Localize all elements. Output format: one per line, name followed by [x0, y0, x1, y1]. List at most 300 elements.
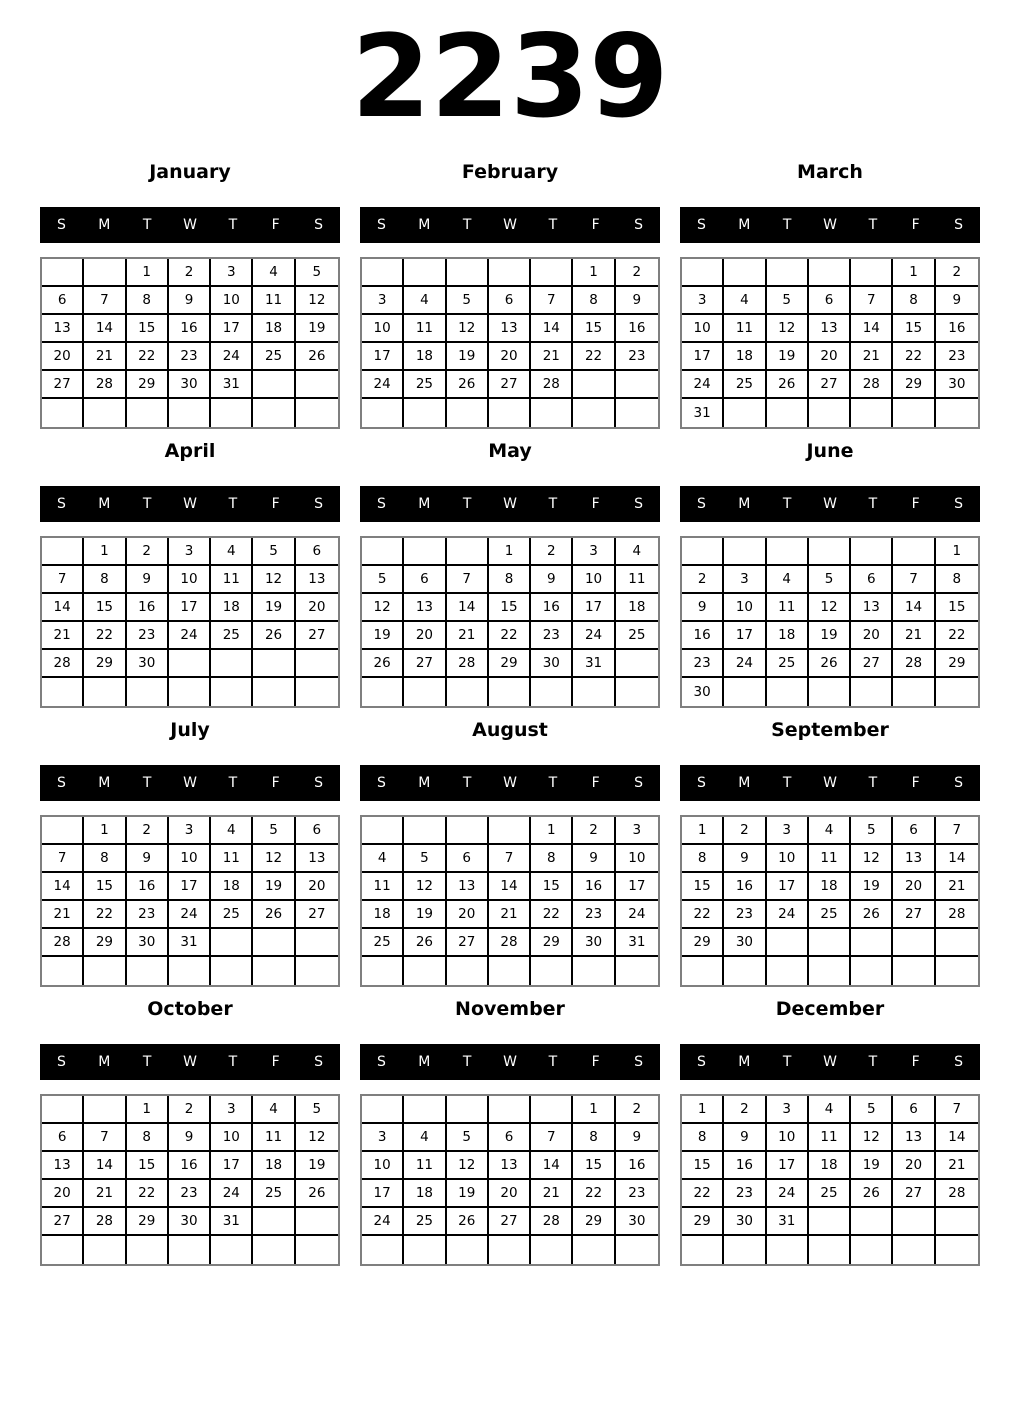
month-name: June	[806, 440, 854, 462]
date-cell: 11	[362, 873, 404, 901]
weekday-label: W	[503, 775, 517, 791]
date-cell	[362, 399, 404, 427]
date-cell	[531, 678, 573, 706]
date-cell: 9	[531, 566, 573, 594]
date-cell	[253, 678, 295, 706]
month-name: January	[149, 161, 231, 183]
date-cell: 5	[362, 566, 404, 594]
weekday-label: T	[868, 217, 878, 233]
date-cell: 3	[767, 1096, 809, 1124]
weekday-label: T	[228, 1054, 238, 1070]
weekday-label: W	[823, 1054, 837, 1070]
date-cell: 26	[296, 1180, 338, 1208]
date-cell: 16	[724, 1152, 766, 1180]
date-cell: 27	[851, 650, 893, 678]
weekday-label: S	[314, 1054, 324, 1070]
date-grid	[360, 815, 660, 987]
date-cell	[724, 399, 766, 427]
date-grid	[40, 815, 340, 987]
date-cell: 1	[893, 259, 935, 287]
date-cell: 8	[84, 566, 126, 594]
date-cell	[616, 957, 658, 985]
date-cell: 21	[489, 901, 531, 929]
date-cell: 3	[767, 817, 809, 845]
date-cell	[169, 1236, 211, 1264]
date-cell: 23	[531, 622, 573, 650]
date-cell	[404, 817, 446, 845]
date-cell: 20	[42, 1180, 84, 1208]
date-cell: 11	[616, 566, 658, 594]
date-cell: 7	[84, 287, 126, 315]
date-cell	[489, 957, 531, 985]
weekday-label: W	[503, 1054, 517, 1070]
date-cell: 24	[767, 1180, 809, 1208]
date-cell	[936, 1236, 978, 1264]
date-cell	[851, 678, 893, 706]
date-cell	[404, 1096, 446, 1124]
weekday-label: T	[782, 217, 792, 233]
date-cell	[253, 1208, 295, 1236]
date-cell: 23	[724, 901, 766, 929]
date-cell: 16	[127, 594, 169, 622]
month-name: August	[472, 719, 548, 741]
date-cell: 22	[531, 901, 573, 929]
date-cell: 9	[127, 845, 169, 873]
date-cell: 28	[531, 371, 573, 399]
date-cell: 22	[127, 343, 169, 371]
weekday-label: W	[823, 775, 837, 791]
date-cell: 19	[809, 622, 851, 650]
date-cell: 8	[489, 566, 531, 594]
date-cell: 3	[211, 259, 253, 287]
date-cell	[84, 399, 126, 427]
date-cell: 1	[127, 259, 169, 287]
date-cell: 25	[404, 371, 446, 399]
date-cell: 23	[682, 650, 724, 678]
date-cell: 12	[447, 1152, 489, 1180]
date-cell: 11	[809, 1124, 851, 1152]
date-cell: 7	[936, 1096, 978, 1124]
weekday-label: T	[462, 775, 472, 791]
weekday-label: T	[228, 775, 238, 791]
date-cell: 22	[893, 343, 935, 371]
date-cell	[169, 957, 211, 985]
date-cell: 4	[362, 845, 404, 873]
date-cell	[84, 1236, 126, 1264]
date-cell: 8	[682, 845, 724, 873]
date-cell: 22	[682, 1180, 724, 1208]
date-cell	[489, 1236, 531, 1264]
weekday-label: S	[634, 775, 644, 791]
date-cell: 31	[573, 650, 615, 678]
date-cell: 13	[404, 594, 446, 622]
date-cell	[809, 538, 851, 566]
date-cell: 26	[253, 901, 295, 929]
date-cell	[489, 259, 531, 287]
date-cell	[489, 399, 531, 427]
date-cell: 30	[127, 650, 169, 678]
date-cell: 21	[447, 622, 489, 650]
date-cell: 13	[851, 594, 893, 622]
date-cell: 24	[682, 371, 724, 399]
year-title: 2239	[351, 10, 669, 143]
date-cell	[573, 957, 615, 985]
date-cell: 24	[211, 343, 253, 371]
date-cell: 18	[809, 873, 851, 901]
date-cell	[809, 1236, 851, 1264]
weekday-header-row	[40, 486, 340, 522]
date-cell: 15	[84, 873, 126, 901]
date-cell: 30	[531, 650, 573, 678]
weekday-label: S	[376, 217, 386, 233]
date-cell: 7	[489, 845, 531, 873]
date-cell: 4	[809, 1096, 851, 1124]
date-cell: 17	[211, 1152, 253, 1180]
weekday-label: T	[868, 496, 878, 512]
weekday-label: T	[142, 496, 152, 512]
date-cell: 12	[253, 845, 295, 873]
date-cell	[531, 1236, 573, 1264]
date-cell: 5	[404, 845, 446, 873]
weekday-label: F	[271, 1054, 280, 1070]
date-cell: 12	[296, 1124, 338, 1152]
date-cell	[489, 1096, 531, 1124]
date-cell: 22	[127, 1180, 169, 1208]
date-cell: 10	[616, 845, 658, 873]
date-cell: 29	[127, 371, 169, 399]
weekday-header-row	[680, 486, 980, 522]
date-cell: 18	[724, 343, 766, 371]
weekday-label: F	[911, 217, 920, 233]
weekday-label: F	[271, 217, 280, 233]
date-cell: 23	[127, 622, 169, 650]
date-cell: 9	[127, 566, 169, 594]
date-cell: 2	[169, 259, 211, 287]
date-cell: 11	[767, 594, 809, 622]
date-cell: 14	[42, 873, 84, 901]
weekday-label: S	[696, 775, 706, 791]
date-cell: 27	[296, 622, 338, 650]
month-name: October	[147, 998, 233, 1020]
date-cell: 2	[127, 817, 169, 845]
date-cell: 24	[169, 622, 211, 650]
date-cell	[404, 259, 446, 287]
date-cell: 21	[893, 622, 935, 650]
date-cell: 21	[936, 873, 978, 901]
date-cell: 28	[489, 929, 531, 957]
weekday-label: S	[56, 775, 66, 791]
date-cell	[936, 1208, 978, 1236]
date-cell	[127, 399, 169, 427]
date-cell: 16	[616, 1152, 658, 1180]
date-cell: 10	[169, 845, 211, 873]
date-cell	[724, 259, 766, 287]
date-cell: 5	[851, 1096, 893, 1124]
date-cell: 23	[724, 1180, 766, 1208]
date-cell	[616, 650, 658, 678]
weekday-label: S	[634, 1054, 644, 1070]
date-cell: 19	[253, 873, 295, 901]
date-cell: 21	[851, 343, 893, 371]
weekday-label: F	[591, 496, 600, 512]
weekday-label: S	[56, 217, 66, 233]
date-cell: 11	[724, 315, 766, 343]
date-cell: 14	[531, 315, 573, 343]
month-block	[40, 440, 340, 708]
date-cell: 12	[253, 566, 295, 594]
date-cell: 19	[296, 1152, 338, 1180]
date-cell	[42, 1236, 84, 1264]
date-cell: 23	[573, 901, 615, 929]
date-cell	[447, 817, 489, 845]
date-cell: 11	[253, 287, 295, 315]
date-cell: 17	[573, 594, 615, 622]
date-cell: 11	[404, 315, 446, 343]
date-cell: 6	[489, 287, 531, 315]
date-cell: 20	[296, 873, 338, 901]
date-cell: 13	[296, 845, 338, 873]
date-cell: 22	[84, 901, 126, 929]
weekday-label: T	[548, 217, 558, 233]
date-cell	[682, 1236, 724, 1264]
date-cell: 4	[767, 566, 809, 594]
weekday-label: M	[418, 217, 431, 233]
date-cell: 30	[573, 929, 615, 957]
weekday-label: M	[738, 1054, 751, 1070]
date-cell: 2	[616, 1096, 658, 1124]
date-cell: 7	[893, 566, 935, 594]
date-cell	[936, 957, 978, 985]
weekday-header-row	[680, 765, 980, 801]
month-block	[40, 161, 340, 429]
weekday-label: S	[314, 775, 324, 791]
date-cell: 7	[851, 287, 893, 315]
date-cell: 16	[573, 873, 615, 901]
month-name: February	[461, 161, 559, 183]
date-cell	[253, 957, 295, 985]
month-block	[680, 998, 980, 1266]
date-cell: 10	[573, 566, 615, 594]
date-cell: 25	[253, 343, 295, 371]
weekday-label: T	[462, 217, 472, 233]
date-cell: 16	[724, 873, 766, 901]
date-cell: 25	[767, 650, 809, 678]
date-cell: 13	[296, 566, 338, 594]
date-cell: 6	[893, 1096, 935, 1124]
date-cell: 25	[362, 929, 404, 957]
weekday-label: F	[911, 1054, 920, 1070]
date-cell: 22	[573, 1180, 615, 1208]
date-cell	[573, 371, 615, 399]
date-cell	[893, 1236, 935, 1264]
date-cell	[767, 957, 809, 985]
date-cell: 2	[573, 817, 615, 845]
date-cell: 24	[362, 371, 404, 399]
date-cell: 4	[616, 538, 658, 566]
date-cell: 15	[127, 315, 169, 343]
date-cell: 22	[489, 622, 531, 650]
weekday-label: S	[954, 775, 964, 791]
date-cell: 26	[809, 650, 851, 678]
date-cell	[362, 1096, 404, 1124]
date-cell	[724, 957, 766, 985]
date-cell: 7	[531, 1124, 573, 1152]
date-grid	[40, 536, 340, 708]
date-cell: 3	[169, 817, 211, 845]
date-cell	[362, 957, 404, 985]
date-cell	[616, 371, 658, 399]
date-cell: 26	[447, 371, 489, 399]
date-cell: 25	[809, 1180, 851, 1208]
date-cell: 7	[531, 287, 573, 315]
date-cell: 1	[682, 817, 724, 845]
date-cell: 27	[893, 901, 935, 929]
date-cell: 23	[169, 1180, 211, 1208]
date-cell: 26	[296, 343, 338, 371]
date-cell	[296, 1236, 338, 1264]
date-cell: 24	[573, 622, 615, 650]
date-cell	[362, 1236, 404, 1264]
date-cell: 28	[936, 901, 978, 929]
date-cell: 31	[767, 1208, 809, 1236]
date-cell: 20	[404, 622, 446, 650]
month-name: April	[164, 440, 216, 462]
date-cell: 12	[296, 287, 338, 315]
date-cell	[127, 678, 169, 706]
date-cell: 9	[573, 845, 615, 873]
date-cell: 27	[893, 1180, 935, 1208]
date-cell	[404, 538, 446, 566]
date-cell: 28	[42, 929, 84, 957]
date-cell: 19	[362, 622, 404, 650]
date-cell: 19	[447, 1180, 489, 1208]
date-cell: 26	[851, 1180, 893, 1208]
date-cell: 6	[404, 566, 446, 594]
date-cell: 18	[404, 343, 446, 371]
date-cell: 4	[404, 287, 446, 315]
date-cell: 12	[362, 594, 404, 622]
date-cell: 17	[362, 1180, 404, 1208]
date-cell: 11	[211, 845, 253, 873]
date-cell: 3	[211, 1096, 253, 1124]
weekday-label: M	[738, 217, 751, 233]
date-cell: 14	[936, 1124, 978, 1152]
date-cell	[616, 678, 658, 706]
date-cell: 12	[447, 315, 489, 343]
date-cell: 28	[84, 1208, 126, 1236]
date-cell: 6	[42, 287, 84, 315]
weekday-header-row	[360, 486, 660, 522]
month-block	[360, 161, 660, 429]
date-cell: 10	[682, 315, 724, 343]
date-cell: 17	[767, 1152, 809, 1180]
weekday-label: W	[503, 217, 517, 233]
date-cell: 12	[809, 594, 851, 622]
date-cell: 26	[447, 1208, 489, 1236]
date-cell	[447, 1236, 489, 1264]
weekday-label: W	[823, 496, 837, 512]
date-cell	[489, 678, 531, 706]
date-cell	[724, 1236, 766, 1264]
weekday-label: M	[738, 775, 751, 791]
month-block	[680, 161, 980, 429]
date-cell	[296, 1208, 338, 1236]
weekday-label: M	[418, 496, 431, 512]
date-cell	[296, 957, 338, 985]
date-cell: 21	[531, 343, 573, 371]
date-cell	[809, 929, 851, 957]
date-cell: 29	[573, 1208, 615, 1236]
date-cell: 15	[682, 1152, 724, 1180]
weekday-label: T	[228, 217, 238, 233]
date-cell	[253, 371, 295, 399]
month-block	[360, 998, 660, 1266]
date-cell	[531, 957, 573, 985]
date-cell: 27	[404, 650, 446, 678]
weekday-label: S	[376, 775, 386, 791]
date-cell: 28	[42, 650, 84, 678]
month-block	[360, 719, 660, 987]
weekday-header-row	[40, 207, 340, 243]
months-grid	[0, 161, 1020, 1266]
date-cell: 9	[724, 1124, 766, 1152]
date-cell: 11	[211, 566, 253, 594]
date-cell	[84, 1096, 126, 1124]
date-cell: 4	[809, 817, 851, 845]
date-cell: 16	[682, 622, 724, 650]
date-cell: 15	[531, 873, 573, 901]
date-cell	[616, 399, 658, 427]
date-grid	[680, 815, 980, 987]
weekday-label: F	[591, 1054, 600, 1070]
date-cell: 10	[724, 594, 766, 622]
date-cell: 9	[616, 1124, 658, 1152]
weekday-label: F	[911, 496, 920, 512]
date-cell: 22	[84, 622, 126, 650]
weekday-label: W	[503, 496, 517, 512]
date-cell: 3	[724, 566, 766, 594]
date-cell: 1	[573, 1096, 615, 1124]
date-cell: 16	[169, 1152, 211, 1180]
date-cell: 21	[531, 1180, 573, 1208]
date-cell: 18	[809, 1152, 851, 1180]
date-cell: 11	[809, 845, 851, 873]
date-grid	[40, 1094, 340, 1266]
date-cell	[404, 399, 446, 427]
date-cell: 28	[531, 1208, 573, 1236]
date-cell: 27	[296, 901, 338, 929]
date-cell: 10	[362, 1152, 404, 1180]
date-cell	[767, 929, 809, 957]
date-cell: 31	[211, 371, 253, 399]
weekday-label: T	[462, 1054, 472, 1070]
date-cell	[489, 817, 531, 845]
date-cell	[893, 957, 935, 985]
date-cell: 22	[936, 622, 978, 650]
weekday-label: T	[228, 496, 238, 512]
weekday-label: T	[548, 1054, 558, 1070]
date-cell	[682, 957, 724, 985]
date-cell	[127, 957, 169, 985]
date-cell: 3	[362, 287, 404, 315]
date-cell: 15	[936, 594, 978, 622]
date-cell: 29	[531, 929, 573, 957]
date-cell	[42, 817, 84, 845]
date-cell: 8	[573, 287, 615, 315]
date-cell	[936, 929, 978, 957]
date-cell: 15	[127, 1152, 169, 1180]
date-cell: 30	[169, 371, 211, 399]
